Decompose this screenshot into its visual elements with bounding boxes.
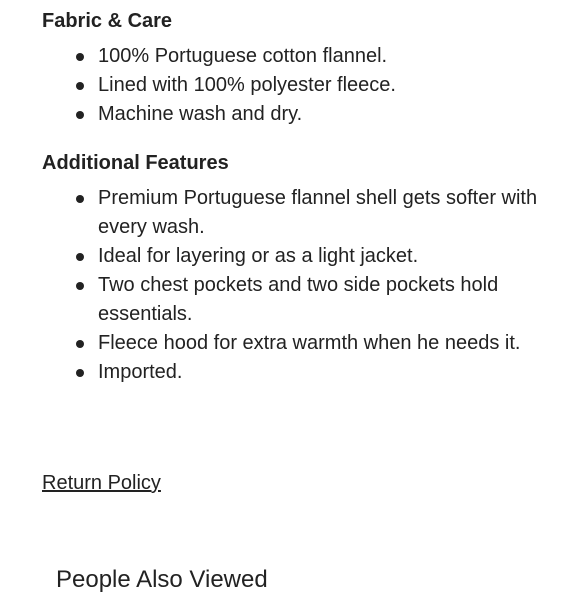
- list-item-text: Two chest pockets and two side pockets hold essentials.: [98, 274, 499, 325]
- bullet-icon: [76, 82, 84, 90]
- bullet-icon: [76, 253, 84, 261]
- list-item-text: Fleece hood for extra warmth when he needs it.: [98, 332, 521, 354]
- people-also-viewed-heading: People Also Viewed: [56, 566, 268, 593]
- list-item-text: Ideal for layering or as a light jacket.: [98, 245, 419, 267]
- list-item: [42, 271, 542, 329]
- bullet-icon: [76, 369, 84, 377]
- list-item-text: Lined with 100% polyester fleece.: [98, 74, 396, 96]
- list-item-text: Imported.: [98, 361, 183, 383]
- bullet-icon: [76, 53, 84, 61]
- return-policy-link[interactable]: Return Policy: [42, 472, 161, 494]
- additional-features-list: [42, 184, 542, 387]
- bullet-icon: [76, 195, 84, 203]
- additional-features-heading: Additional Features: [42, 152, 229, 174]
- bullet-icon: [76, 282, 84, 290]
- list-item: [42, 242, 542, 271]
- bullet-icon: [76, 340, 84, 348]
- list-item: [42, 42, 542, 71]
- list-item-text: Premium Portuguese flannel shell gets softer with every wash.: [98, 187, 538, 238]
- list-item: [42, 329, 542, 358]
- list-item: [42, 71, 542, 100]
- bullet-icon: [76, 111, 84, 119]
- fabric-care-list: [42, 42, 542, 129]
- list-item: [42, 358, 542, 387]
- list-item-text: 100% Portuguese cotton flannel.: [98, 45, 388, 67]
- list-item: [42, 184, 542, 242]
- fabric-care-heading: Fabric & Care: [42, 10, 173, 32]
- list-item: [42, 100, 542, 129]
- list-item-text: Machine wash and dry.: [98, 103, 303, 125]
